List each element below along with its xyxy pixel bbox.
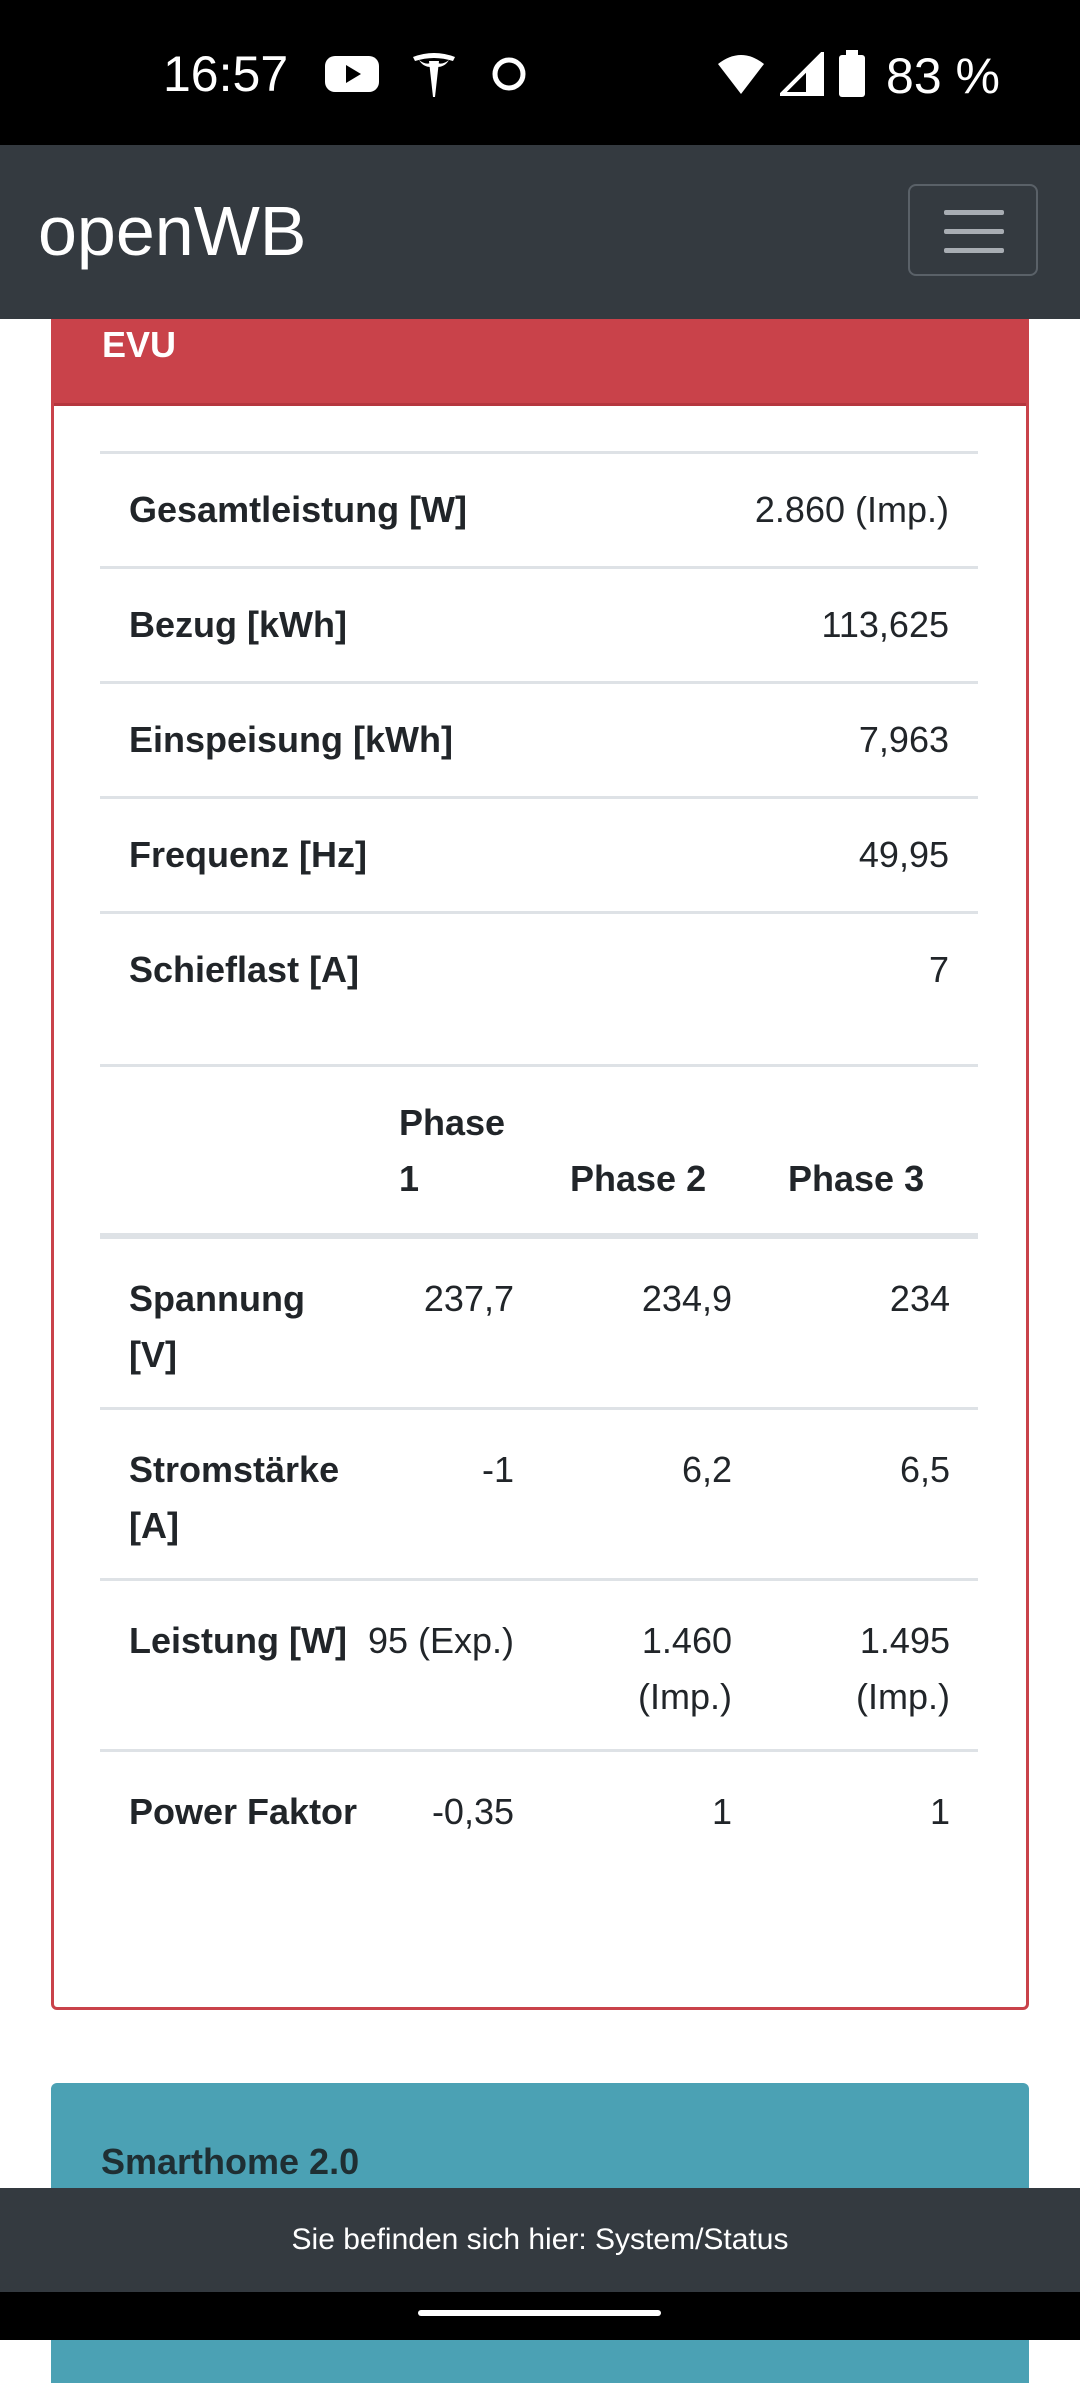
row-value: 2.860 (Imp.) xyxy=(754,489,949,530)
table-row xyxy=(100,1581,978,1752)
cell-phase-2: 1.460 (Imp.) xyxy=(638,1620,732,1717)
header-phase-2: Phase 2 xyxy=(570,1158,707,1199)
table-row xyxy=(100,1239,978,1410)
row-value: 49,95 xyxy=(858,834,949,875)
brand-logo[interactable]: openWB xyxy=(38,192,307,270)
cell-phase-2: 6,2 xyxy=(681,1449,732,1490)
top-navbar xyxy=(0,145,1080,319)
battery-percent: 83 % xyxy=(886,48,1000,104)
row-label: Gesamtleistung [W] xyxy=(129,489,468,530)
youtube-icon xyxy=(325,54,379,99)
status-time: 16:57 xyxy=(163,46,289,102)
row-label: Schieflast [A] xyxy=(129,949,360,990)
table-row xyxy=(100,681,978,796)
cell-phase-1: 237,7 xyxy=(423,1278,514,1319)
row-value: 7 xyxy=(928,949,949,990)
row-label: Spannung [V] xyxy=(129,1278,305,1375)
system-navigation-bar xyxy=(0,2292,1080,2340)
smarthome-card-title: Smarthome 2.0 xyxy=(101,2141,360,2182)
tesla-icon xyxy=(411,49,457,104)
row-label: Leistung [W] xyxy=(129,1620,347,1661)
cell-phase-2: 1 xyxy=(711,1791,732,1832)
row-label: Frequenz [Hz] xyxy=(129,834,367,875)
table-row xyxy=(100,796,978,911)
row-label: Bezug [kWh] xyxy=(129,604,347,645)
hamburger-menu-icon xyxy=(944,210,1004,215)
footer-location-text: Sie befinden sich hier: System/Status xyxy=(291,2223,789,2256)
evu-phase-table xyxy=(100,1064,978,1923)
row-value: 7,963 xyxy=(858,719,949,760)
row-label: Einspeisung [kWh] xyxy=(129,719,453,760)
status-bar xyxy=(0,0,1080,145)
cell-phase-3: 6,5 xyxy=(899,1449,950,1490)
evu-summary-table xyxy=(100,451,978,1026)
menu-toggle-button[interactable] xyxy=(908,184,1038,276)
notification-icons xyxy=(325,48,529,104)
cell-phase-3: 1.495 (Imp.) xyxy=(856,1620,950,1717)
cell-phase-2: 234,9 xyxy=(641,1278,732,1319)
signal-icon xyxy=(780,52,824,101)
table-header-row xyxy=(100,1064,978,1239)
table-row xyxy=(100,566,978,681)
hamburger-bar xyxy=(944,229,1004,234)
system-icons xyxy=(716,44,1000,108)
table-row xyxy=(100,1752,978,1923)
evu-card-title: EVU xyxy=(102,324,177,365)
header-phase-1: Phase 1 xyxy=(399,1102,506,1199)
row-label: Stromstärke [A] xyxy=(129,1449,340,1546)
table-row xyxy=(100,1410,978,1581)
header-phase-3: Phase 3 xyxy=(788,1158,925,1199)
wifi-icon xyxy=(716,52,766,101)
cell-phase-1: -0,35 xyxy=(431,1791,514,1832)
battery-icon xyxy=(838,50,866,103)
home-indicator[interactable] xyxy=(418,2310,661,2316)
hamburger-bar xyxy=(944,248,1004,253)
row-label: Power Faktor xyxy=(129,1791,358,1832)
cell-phase-1: 95 (Exp.) xyxy=(367,1620,514,1661)
cell-phase-3: 234 xyxy=(889,1278,950,1319)
row-value: 113,625 xyxy=(821,604,949,645)
table-row xyxy=(100,451,978,566)
cell-phase-1: -1 xyxy=(481,1449,514,1490)
circle-icon xyxy=(489,54,529,99)
cell-phase-3: 1 xyxy=(929,1791,950,1832)
table-row xyxy=(100,911,978,1026)
